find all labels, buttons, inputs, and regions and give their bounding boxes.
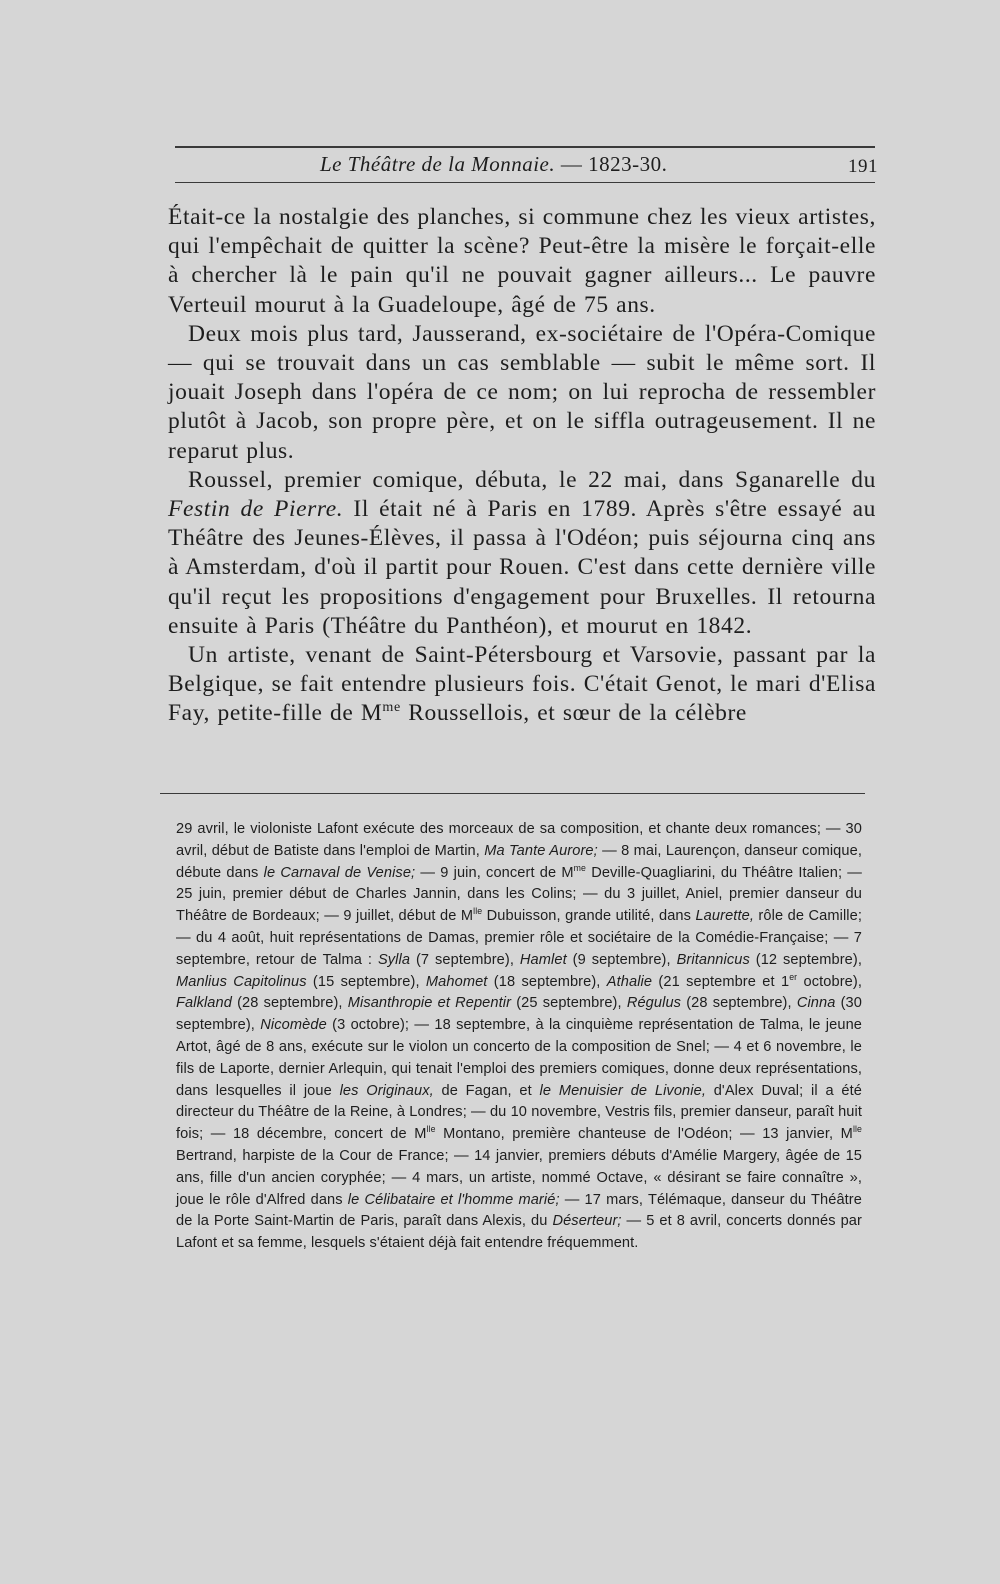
fn-text: (7 septembre), [410, 951, 520, 968]
fn-text: (18 septembre), [487, 973, 607, 990]
fn-text: Dubuisson, grande utilité, dans [482, 908, 696, 925]
fn-sup: lle [852, 1124, 862, 1135]
genot-text-1: Un artiste, venant de Saint-Pétersbourg et Varsovie, passant par la Belgique, se fait entendre plusieurs fois. C'était Genot, le mari d'Elisa Fay, petite-fille de M [168, 642, 876, 727]
fn-text: (9 septembre), [566, 951, 677, 968]
paragraph-genot [168, 641, 876, 729]
fn-text: Montano, première chanteuse de l'Odéon; — 13 janvier, M [435, 1126, 853, 1143]
fn-title: Hamlet [519, 951, 567, 968]
fn-title: Régulus [626, 995, 682, 1012]
roussel-text-2: Il était né à Paris en 1789. Après s'être essayé au Théâtre des Jeunes-Élèves, il passa à l'Odéon; puis séjourna cinq ans à Amsterdam, d'où il partit pour Rouen. C'est dans cette dernière ville qu'il reçut les propositions d'engagement pour Bruxelles. Il retourna ensuite à Paris (Théâtre du Panthéon), et mourut en 1842. [168, 496, 876, 639]
fn-sup: me [573, 862, 587, 873]
fn-title: Misanthropie et Repentir [347, 995, 512, 1012]
fn-title: le Carnaval de Venise; [263, 864, 416, 881]
fn-text: (28 septembre), [681, 995, 797, 1012]
fn-text: d'Alex Duval; il a été directeur du Théâtre de la Reine, à Londres; — du 10 novembre, Vestris fils, premier danseur, paraît huit fois; — 18 décembre, concert de M [176, 1082, 862, 1143]
fn-text: rôle de Camille; — du 4 août, huit représentations de Damas, premier rôle et sociétaire de la Comédie-Française; — 7 septembre, retour de Talma : [176, 908, 862, 968]
footnote-rule [160, 793, 865, 794]
fn-text: octobre), [797, 973, 862, 990]
fn-text: de Fagan, et [433, 1082, 540, 1099]
fn-sup: lle [426, 1124, 436, 1135]
fn-text: — 9 juin, concert de M [415, 864, 574, 881]
genot-sup: me [382, 699, 401, 716]
genot-text-2: Roussellois, et sœur de la célèbre [400, 700, 747, 727]
fn-text: 29 avril, le violoniste Lafont exécute des morceaux de sa composition, et chante deux romances; — 30 avril, début de Batiste dans l'emploi de Martin, [176, 821, 862, 859]
paragraph-jausserand: Deux mois plus tard, Jausserand, ex-sociétaire de l'Opéra-Comique — qui se trouvait dans un cas semblable — subit le même sort. Il jouait Joseph dans l'opéra de ce nom; on lui reprocha de ressembler plutôt à Jacob, son propre père, et on le siffla outrageusement. Il ne reparut plus. [168, 320, 876, 464]
fn-title: Manlius Capitolinus [176, 973, 307, 990]
fn-title: Athalie [606, 973, 653, 990]
roussel-play-title: Festin de Pierre. [168, 496, 344, 523]
fn-title: Sylla [377, 951, 411, 968]
fn-text: (21 septembre et 1 [652, 973, 790, 990]
fn-text: (25 septembre), [511, 995, 627, 1012]
header-rule-top [175, 146, 875, 148]
fn-title: Cinna [796, 995, 836, 1012]
footnote-paragraph [176, 819, 862, 1255]
fn-text: (15 septembre), [306, 973, 426, 990]
fn-title: Britannicus [676, 951, 750, 968]
footnote [176, 819, 862, 1255]
paragraph-roussel [168, 466, 876, 641]
fn-title: Nicomède [260, 1017, 327, 1034]
fn-title: Ma Tante Aurore; [484, 842, 598, 859]
fn-text: (30 septembre), [176, 995, 862, 1034]
fn-title: le Célibataire et l'homme marié; [347, 1191, 560, 1208]
fn-title: les Originaux, [339, 1082, 434, 1099]
roussel-text-1: Roussel, premier comique, débuta, le 22 mai, dans Sganarelle du [188, 466, 876, 493]
header-dates: — 1823-30. [560, 152, 668, 176]
fn-title: le Menuisier de Livonie, [539, 1082, 706, 1099]
fn-text: Bertrand, harpiste de la Cour de France; — 14 janvier, premiers débuts d'Amélie Margery, âgée de 15 ans, fille d'un ancien coryphée; — 4 mars, un artiste, nommé Octave, « désirant se faire connaître », joue le rôle d'Alfred dans [176, 1147, 862, 1208]
main-text [168, 203, 876, 729]
fn-sup: lle [473, 906, 483, 917]
fn-title: Mahomet [425, 973, 488, 990]
header-rule-bottom [175, 182, 875, 183]
fn-text: (12 septembre), [749, 951, 862, 968]
fn-text: — 5 et 8 avril, concerts donnés par Lafont et sa femme, lesquels s'étaient déjà fait entendre fréquemment. [176, 1213, 862, 1252]
running-header [320, 152, 880, 182]
page-number: 191 [848, 156, 878, 177]
paragraph-verteuil: Était-ce la nostalgie des planches, si commune chez les vieux artistes, qui l'empêchait de quitter la scène? Peut-être la misère le forçait-elle à chercher là le pain qu'il ne pouvait gagner ailleurs... Le pauvre Verteuil mourut à la Guadeloupe, âgé de 75 ans. [168, 204, 876, 318]
fn-sup: er [789, 971, 798, 982]
fn-text: — 8 mai, Laurençon, danseur comique, débute dans [176, 842, 862, 881]
fn-title: Laurette, [695, 908, 754, 925]
fn-text: (28 septembre), [231, 995, 348, 1012]
fn-text: Deville-Quagliarini, du Théâtre Italien; — 25 juin, premier début de Charles Jannin, dans les Colins; — du 3 juillet, Aniel, premier danseur du Théâtre de Bordeaux; — 9 juillet, début de M [176, 864, 863, 925]
fn-text: — 17 mars, Télémaque, danseur du Théâtre de la Porte Saint-Martin de Paris, paraît dans Alexis, du [176, 1191, 862, 1230]
header-title: Le Théâtre de la Monnaie. [320, 152, 556, 176]
fn-title: Déserteur; [552, 1213, 622, 1230]
fn-title: Falkland [176, 995, 232, 1012]
fn-text: (3 octobre); — 18 septembre, à la cinquième représentation de Talma, le jeune Artot, âgé de 8 ans, exécute sur le violon un concerto de la composition de Snel; — 4 et 6 novembre, le fils de Laporte, dernier Arlequin, qui tenait l'emploi des premiers comiques, donne deux représentations, dans lesquelles il joue [176, 1017, 863, 1099]
